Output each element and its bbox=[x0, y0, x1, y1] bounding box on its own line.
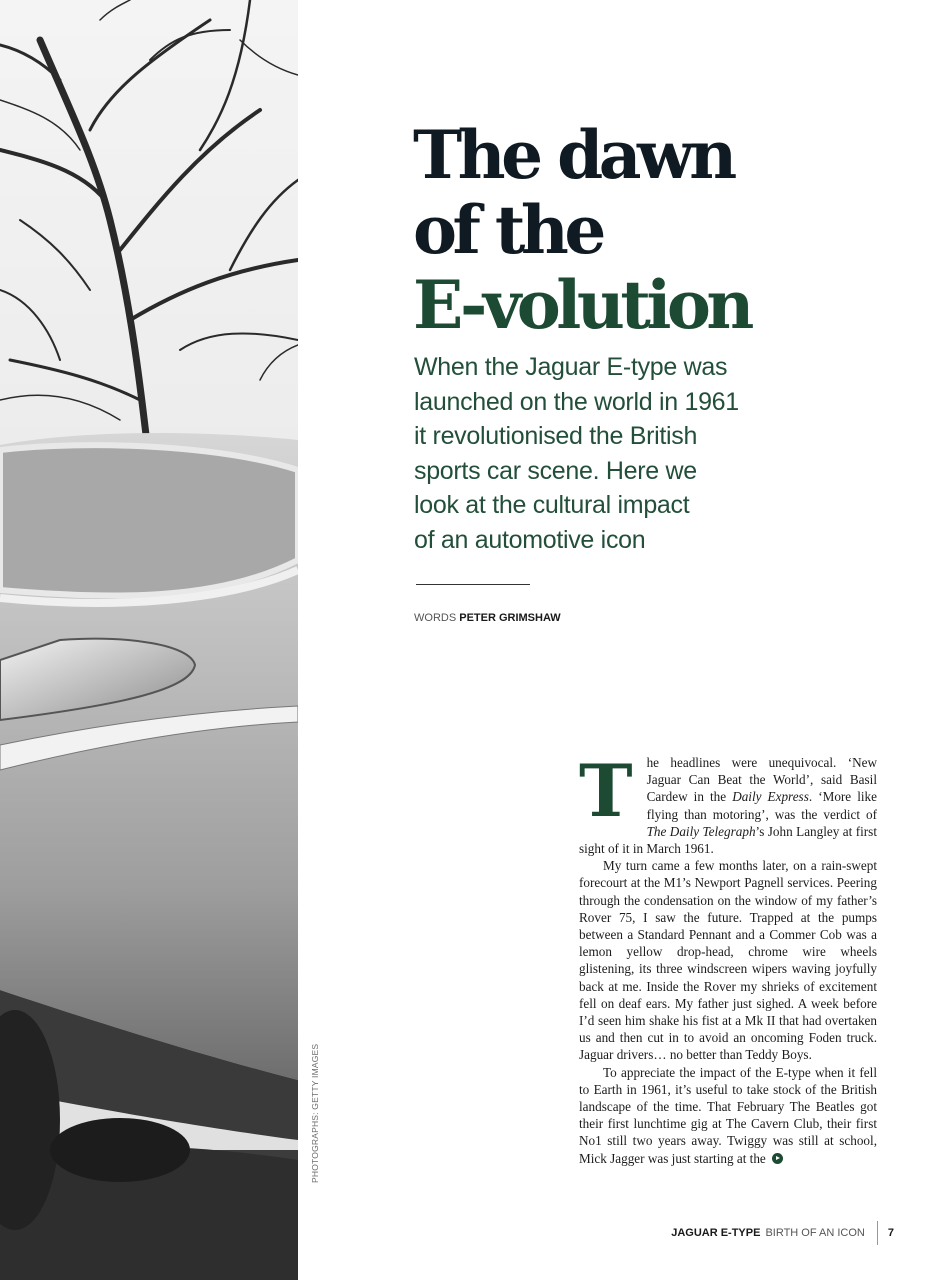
footer-separator bbox=[877, 1221, 878, 1245]
standfirst-line: launched on the world in 1961 bbox=[414, 387, 739, 416]
p1-publication-1: Daily Express bbox=[732, 789, 809, 805]
p1-text-b: . ‘More like flying than motoring’, was the verdict of bbox=[646, 789, 878, 822]
headline-line-2: of the bbox=[413, 191, 602, 269]
headline-line-3: E-volution bbox=[413, 266, 750, 344]
page-footer bbox=[671, 1223, 894, 1243]
footer-section: BIRTH OF AN ICON bbox=[765, 1227, 865, 1239]
continue-arrow-icon bbox=[772, 1153, 783, 1164]
body-paragraph-1 bbox=[579, 748, 878, 857]
footer-magazine-title: JAGUAR E-TYPE bbox=[671, 1227, 761, 1239]
drop-cap: T bbox=[579, 748, 633, 833]
body-paragraph-3 bbox=[579, 1064, 877, 1167]
article-headline bbox=[413, 118, 750, 343]
article-body bbox=[579, 748, 878, 1167]
byline bbox=[414, 612, 561, 624]
standfirst-line: it revolutionised the British bbox=[414, 422, 698, 450]
byline-author: PETER GRIMSHAW bbox=[459, 612, 561, 624]
hero-photo bbox=[0, 0, 298, 1280]
standfirst-line: look at the cultural impact bbox=[414, 491, 690, 519]
body-paragraph-2: My turn came a few months later, on a rain-swept forecourt at the M1’s Newport Pagnell services. Peering through the condensation on the window of my father’s Rover 75, I saw the future. Trapped at the pumps between a Standard Pennant and a Commer Cob was a lemon yellow drop-head, chrome wire wheels glistening, its three windscreen wipers waving joyfully back at me. Inside the Rover my shrieks of excitement fell on deaf ears. My father just sighed. A week before I’d seen him shake his fist at a Mk II that had overtaken us and then cut in to avoid an oncoming Foden truck. Jaguar drivers… no better than Teddy Boys. bbox=[579, 858, 877, 1063]
jaguar-photo-illustration bbox=[0, 0, 298, 1280]
p1-text-c: ’s John Langley at first sight of it in March 1961. bbox=[579, 823, 877, 857]
standfirst-line: When the Jaguar E-type was bbox=[414, 353, 728, 381]
p1-text-a: he headlines were unequivocal. ‘New Jaguar Can Beat the World’, said Basil Cardew in the bbox=[646, 755, 877, 805]
headline-line-1: The dawn bbox=[413, 116, 733, 194]
standfirst-line: sports car scene. Here we bbox=[414, 456, 697, 485]
p1-publication-2: The Daily Telegraph bbox=[646, 823, 756, 839]
byline-label: WORDS bbox=[414, 612, 457, 624]
divider-rule bbox=[416, 584, 530, 585]
photo-credit: PHOTOGRAPHS: GETTY IMAGES bbox=[310, 1043, 320, 1183]
standfirst bbox=[414, 350, 794, 557]
p3-text: To appreciate the impact of the E-type when it fell to Earth in 1961, it’s useful to take stock of the British landscape of the time. That February The Beatles got their first lunchtime gig at The Cavern Club, their first No1 still two years away. Twiggy was still at school, Mick Jagger was just starting at the bbox=[579, 1064, 877, 1166]
page-number: 7 bbox=[887, 1227, 894, 1239]
standfirst-line: of an automotive icon bbox=[414, 525, 646, 554]
